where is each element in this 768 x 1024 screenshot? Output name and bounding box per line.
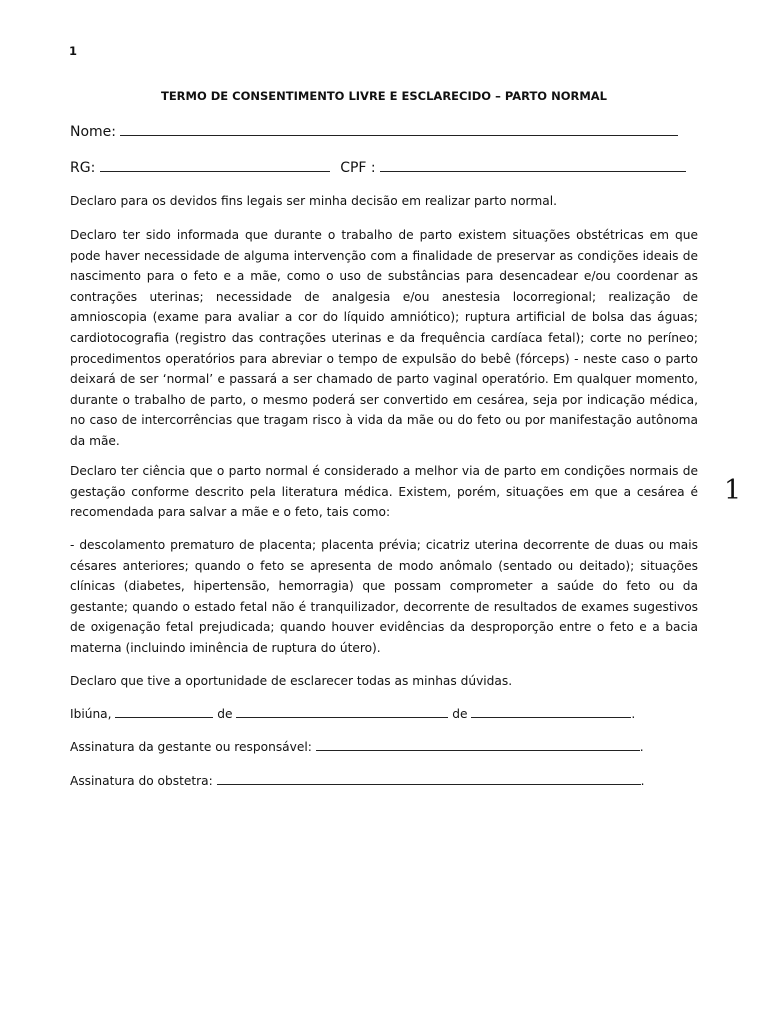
paragraph-decision: Declaro para os devidos fins legais ser minha decisão em realizar parto normal. bbox=[70, 194, 557, 208]
obstetra-signature-blank[interactable] bbox=[217, 772, 641, 785]
paragraph-doubts: Declaro que tive a oportunidade de esclarecer todas as minhas dúvidas. bbox=[70, 674, 513, 688]
obstetra-period: . bbox=[640, 774, 645, 788]
de-label-2: de bbox=[452, 707, 468, 721]
page-number-top: 1 bbox=[69, 44, 78, 58]
year-blank-line[interactable] bbox=[471, 705, 631, 718]
paragraph-cesarean-situations: - descolamento prematuro de placenta; placenta prévia; cicatriz uterina decorrente de duas ou mais césares anteriores; quando o feto se apresenta de modo anômalo (sentado ou deitado); situações clínicas (diabetes, hipertensão, hemorragia) que possam comprometer a saúde do feto ou da gestante; quando o estado fetal não é tranquilizador, decorrente de resultados de exames sugestivos de oxigenação fetal prejudicada; quando houver evidências da desproporção entre o feto e a bacia materna (incluindo iminência de ruptura do útero). bbox=[70, 538, 698, 655]
paragraph-awareness: Declaro ter ciência que o parto normal é considerado a melhor via de parto em condições normais de gestação conforme descrito pela literatura médica. Existem, porém, situações em que a cesárea é recomendada para salvar a mãe e o feto, tais como: bbox=[70, 464, 698, 520]
page-number-side: 1 bbox=[724, 475, 742, 506]
paragraph-informed: Declaro ter sido informada que durante o trabalho de parto existem situações obstétricas em que pode haver necessidade de alguma intervenção com a finalidade de preservar as condições ideais de nascimento para o feto e a mãe, como o uso de substâncias para desencadear e/ou coordenar as contrações uterinas; necessidade de analgesia e/ou anestesia locorregional; realização de amnioscopia (exame para avaliar a cor do líquido amniótico); ruptura artificial de bolsa das águas; cardiotocografia (registro das contrações uterinas e da frequência cardíaca fetal); corte no períneo; procedimentos operatórios para abreviar o tempo de expulsão do bebê (fórceps) - neste caso o parto deixará de ser ‘normal’ e passará a ser chamado de parto vaginal operatório. Em qualquer momento, durante o trabalho de parto, o mesmo poderá ser convertido em cesárea, seja por indicação médica, no caso de intercorrências que tragam risco à vida da mãe ou do feto ou por manifestação autônoma da mãe. bbox=[70, 228, 698, 448]
city-label: Ibiúna, bbox=[70, 707, 112, 721]
obstetra-signature-line bbox=[70, 771, 644, 791]
gestante-period: . bbox=[639, 740, 644, 754]
nome-label: Nome: bbox=[70, 124, 117, 140]
rg-label: RG: bbox=[70, 160, 96, 176]
cpf-blank-line[interactable] bbox=[380, 157, 686, 172]
nome-field-row bbox=[70, 121, 678, 140]
month-blank-line[interactable] bbox=[236, 705, 448, 718]
id-field-row bbox=[70, 157, 686, 176]
gestante-signature-line bbox=[70, 737, 644, 757]
cpf-label: CPF : bbox=[340, 160, 376, 176]
nome-blank-line[interactable] bbox=[120, 121, 678, 136]
day-blank-line[interactable] bbox=[115, 705, 213, 718]
de-label-1: de bbox=[217, 707, 233, 721]
gestante-signature-blank[interactable] bbox=[316, 738, 640, 751]
document-title: TERMO DE CONSENTIMENTO LIVRE E ESCLARECIDO – PARTO NORMAL bbox=[160, 89, 608, 103]
obstetra-signature-label: Assinatura do obstetra: bbox=[70, 774, 213, 788]
date-line bbox=[70, 704, 635, 724]
date-period: . bbox=[631, 707, 636, 721]
gestante-signature-label: Assinatura da gestante ou responsável: bbox=[70, 740, 312, 754]
rg-blank-line[interactable] bbox=[100, 157, 330, 172]
